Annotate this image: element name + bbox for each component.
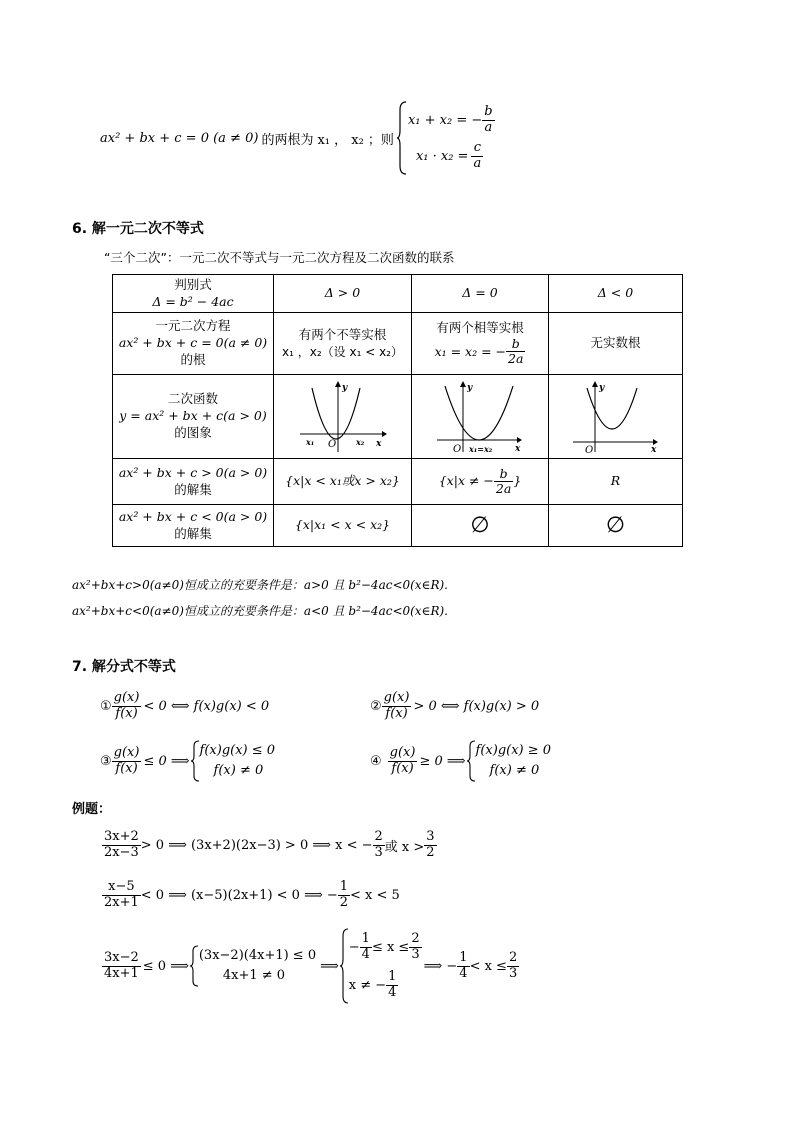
svg-text:y: y [341,382,347,393]
vieta-prod-fraction: $\frac{c}{a}$ [473,139,482,171]
rule-3-case-1: f(x)g(x) ≤ 0 [199,742,276,758]
rule-2-rest: > 0 ⟺ f(x)g(x) > 0 [413,698,540,714]
condition-line-2: ax²+bx+c<0(a≠0)恒成立的充要条件是：a<0 且 b²−4ac<0(x∈R). [72,604,448,618]
svg-text:O: O [584,444,593,454]
rule-1-marker: ① [100,698,112,714]
example-2-tail: < x < 5 [350,887,400,903]
cell-no-real-roots: 无实数根 [549,313,683,375]
cell-graph-no-root [549,375,683,459]
svg-text:x: x [515,443,521,454]
rule-3-rest: ≤ 0 ⟹ [143,753,190,769]
example-3-case-2: 4x+1 ≠ 0 [222,968,286,983]
section-7-title: 7. 解分式不等式 [72,659,176,675]
brace-icon [396,100,408,176]
row-graph-label: 二次函数 y = ax² + bx + c(a > 0) 的图象 [113,375,274,459]
svg-text:x: x [650,444,656,454]
brace-icon [189,944,199,988]
cell-graph-double-root [412,375,549,459]
cell-two-distinct-roots: 有两个不等实根 x₁ ，x₂（设 x₁ < x₂） [274,313,412,375]
rule-1-fraction: $\frac{g(x)}{f(x)}$ [113,689,140,721]
rule-3 [100,738,275,784]
example-3-fraction: $\frac{3x-2}{4x+1}$ [104,949,139,981]
vieta-formula [100,98,495,178]
vieta-sum-fraction: $\frac{b}{a}$ [484,103,493,135]
svg-text:y: y [598,382,604,393]
discriminant-table [112,274,683,547]
cell-gt-solution-no-root: R [549,459,683,505]
rule-1 [100,684,269,728]
rule-3-case-2: f(x) ≠ 0 [213,763,264,778]
example-2-chain: < 0 ⟹ (x−5)(2x+1) < 0 ⟹ − [140,887,338,903]
example-1-fraction: $\frac{3x+2}{2x-3}$ [104,828,139,860]
example-1 [102,822,437,868]
svg-text:x₁: x₁ [305,436,314,447]
examples-label: 例题： [72,802,112,817]
rule-4-marker: ④ [370,753,382,769]
example-3-final: ⟹ − [423,958,458,974]
example-1-chain: > 0 ⟹ (3x+2)(2x−3) > 0 ⟹ x < − [140,837,373,853]
example-2-frac: $\frac{1}{2}$ [339,878,349,910]
parabola-no-root-graph [571,380,661,454]
rule-4 [370,738,551,784]
header-label-2: Δ = b² − 4ac [152,293,234,309]
rule-4-case-2: f(x) ≠ 0 [489,763,540,778]
rule-4-fraction: $\frac{g(x)}{f(x)}$ [389,744,416,776]
vieta-text: 的两根为 [261,132,314,148]
svg-text:x: x [375,438,381,449]
vieta-equation: ax² + bx + c = 0 (a ≠ 0) [100,130,259,146]
svg-text:y: y [467,382,473,393]
empty-set-icon: ∅ [605,512,626,538]
rule-3-fraction: $\frac{g(x)}{f(x)}$ [113,744,140,776]
brace-icon [466,739,476,783]
example-3-case-1: (3x−2)(4x+1) ≤ 0 [198,947,317,963]
empty-set-icon: ∅ [470,512,490,538]
cell-double-root: 有两个相等实根 x₁ = x₂ = − $\frac{b}{2a}$ [412,313,549,375]
rule-4-case-1: f(x)g(x) ≥ 0 [475,742,552,758]
double-root-fraction: $\frac{b}{2a}$ [508,336,524,367]
example-2-fraction: $\frac{x-5}{2x+1}$ [104,878,139,910]
example-1-frac-a: $\frac{2}{3}$ [374,828,383,860]
row-lt-solution-label: ax² + bx + c < 0(a > 0) 的解集 [113,505,274,547]
example-3-arrow: ⟹ [320,958,339,974]
header-label-1: 判别式 [174,276,212,292]
svg-text:O: O [453,443,462,454]
col-header-eq: Δ = 0 [412,275,549,313]
row-roots-label: 一元二次方程 ax² + bx + c = 0(a ≠ 0) 的根 [113,313,274,375]
cell-graph-two-roots [274,375,412,459]
vieta-prod-lhs: x₁ · x₂ = [415,148,469,164]
svg-text:O: O [327,438,336,450]
rule-1-rest: < 0 ⟺ f(x)g(x) < 0 [143,698,270,714]
rule-3-marker: ③ [100,753,112,769]
condition-line-1: ax²+bx+c>0(a≠0)恒成立的充要条件是：a>0 且 b²−4ac<0(x∈R). [72,578,448,592]
brace-icon [339,927,349,1005]
cell-lt-solution-two-roots: {x|x₁ < x < x₂} [274,505,412,547]
example-1-frac-b: $\frac{3}{2}$ [426,828,435,860]
vieta-roots: x₁ ， x₂ ；则 [317,132,394,148]
example-2 [102,872,400,918]
example-1-or: 或 x > [384,839,425,855]
svg-text:x₁=x₂: x₁=x₂ [469,443,493,454]
cell-lt-solution-double-root [412,505,549,547]
svg-text:x₂: x₂ [355,436,364,447]
header-label-cell [113,275,274,313]
cell-gt-solution-two-roots: {x|x < x₁或x > x₂} [274,459,412,505]
rule-4-rest: ≥ 0 ⟹ [419,753,466,769]
rule-2-fraction: $\frac{g(x)}{f(x)}$ [383,689,410,721]
example-3-rest: ≤ 0 ⟹ [142,958,189,974]
vieta-sum-lhs: x₁ + x₂ = − [407,112,483,128]
col-header-lt: Δ < 0 [549,275,683,313]
rule-2-marker: ② [370,698,382,714]
row-gt-solution-label: ax² + bx + c > 0(a > 0) 的解集 [113,459,274,505]
brace-icon [190,739,200,783]
section-6-subtitle: “三个二次”：一元二次不等式与一元二次方程及二次函数的联系 [104,250,455,265]
example-3: $\frac{3x-2}{4x+1}$ ≤ 0 ⟹ (3x−2)(4x+1) ≤ 0 4x+1 ≠ 0 ⟹ − $\frac{1}{4}$ ≤ x ≤ $\frac{2}{3}$ x ≠ − $\frac{1}{4}$ ⟹ − $\frac{1}{4}$ < x ≤ $\frac{2}{3}$ [102,926,519,1006]
rule-2 [370,684,539,728]
cell-lt-solution-no-root [549,505,683,547]
parabola-two-roots-graph [298,380,388,454]
col-header-gt: Δ > 0 [274,275,412,313]
cell-gt-solution-double-root: {x|x ≠ − $\frac{b}{2a}$ } [412,459,549,505]
parabola-double-root-graph [435,380,525,454]
section-6-title: 6. 解一元二次不等式 [72,221,204,237]
